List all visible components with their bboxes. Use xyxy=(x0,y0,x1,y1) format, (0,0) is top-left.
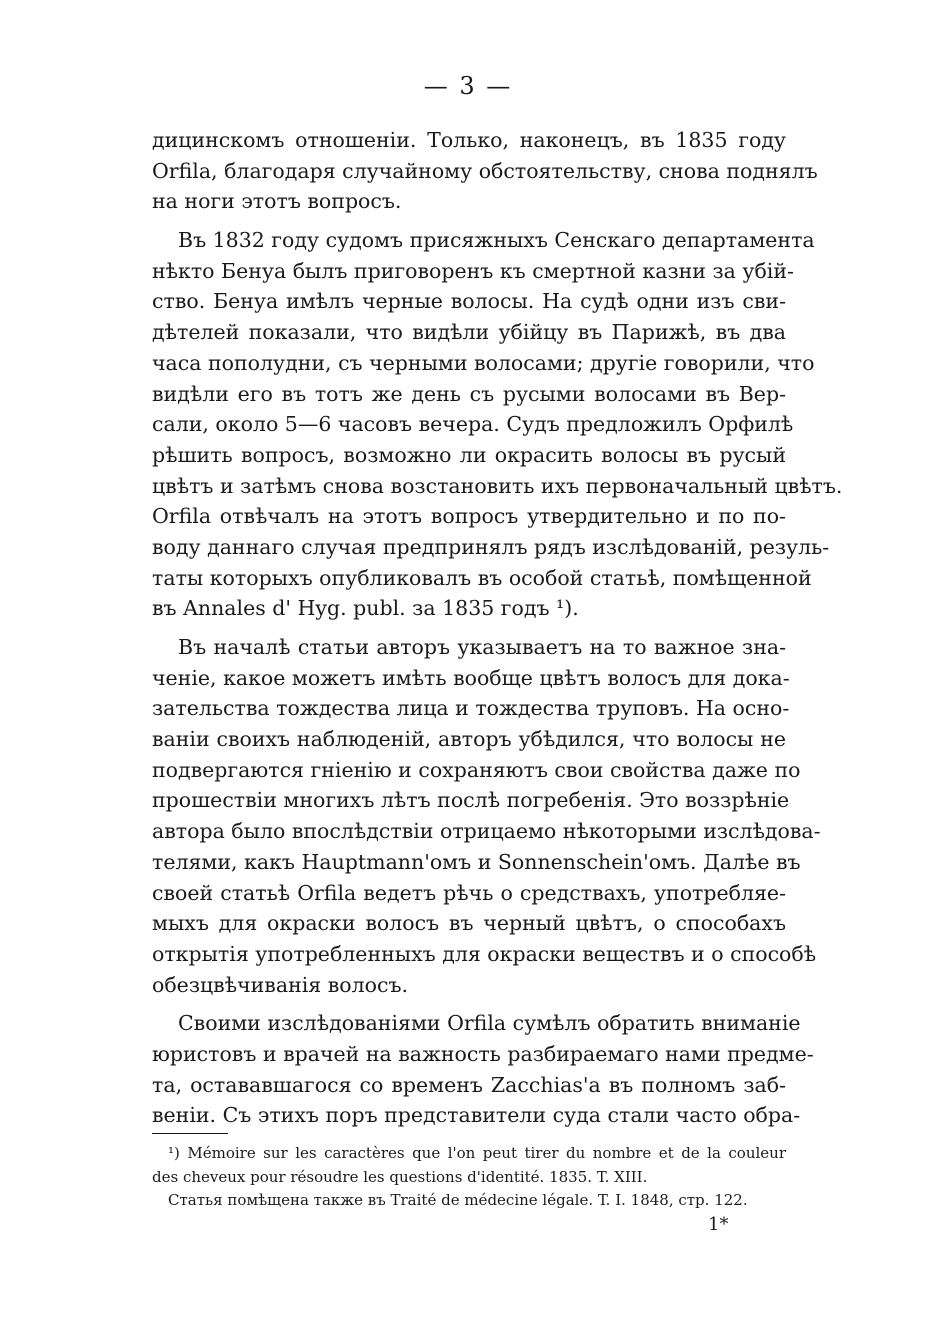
paragraph-2 xyxy=(152,225,843,624)
paragraph-3 xyxy=(152,632,821,1000)
text-line: телями, какъ Hauptmann'омъ и Sonnenschein'омъ. Далѣе въ xyxy=(152,849,801,874)
text-line: Своими изслѣдованіями Orfila сумѣлъ обратить вниманіе xyxy=(178,1011,801,1036)
text-line: автора было впослѣдствіи отрицаемо нѣкоторыми изслѣдова- xyxy=(152,819,821,844)
footnote-line: des cheveux pour résoudre les questions d'identité. 1835. T. XIII. xyxy=(152,1167,648,1186)
text-line: Orfila, благодаря случайному обстоятельству, снова поднялъ xyxy=(152,158,818,183)
text-line: нѣкто Бенуа былъ приговоренъ къ смертной казни за убій- xyxy=(152,258,794,283)
text-line: прошествіи многихъ лѣтъ послѣ погребенія. Это воззрѣніе xyxy=(152,788,790,813)
text-line: на ноги этотъ вопросъ. xyxy=(152,189,402,214)
text-line: ваніи своихъ наблюденій, авторъ убѣдился, что волосы не xyxy=(152,727,786,752)
text-line: дицинскомъ отношеніи. Только, наконецъ, въ 1835 году xyxy=(152,128,786,152)
page-number: — 3 — xyxy=(423,72,513,100)
paragraph-1 xyxy=(152,125,818,217)
text-line: своей статьѣ Orfila ведетъ рѣчь о средствахъ, употребляе- xyxy=(152,880,786,905)
text-line: юристовъ и врачей на важность разбираемаго нами предме- xyxy=(152,1041,814,1066)
text-line: воду даннаго случая предпринялъ рядъ изслѣдованій, резуль- xyxy=(152,534,830,559)
text-line: открытія употребленныхъ для окраски веществъ и о способѣ xyxy=(152,941,817,966)
text-line: цвѣтъ и затѣмъ снова возстановить ихъ первоначальный цвѣтъ. xyxy=(152,473,843,498)
text-line: дѣтелей показали, что видѣли убійцу въ Парижѣ, въ два xyxy=(152,320,786,345)
text-line: ченіе, какое можетъ имѣть вообще цвѣтъ волосъ для дока- xyxy=(152,665,790,690)
footnote-rule xyxy=(152,1133,228,1134)
footnote-line: Статья помѣщена также въ Traité de médecine légale. T. I. 1848, стр. 122. xyxy=(168,1191,748,1209)
text-line: ство. Бенуа имѣлъ черные волосы. На судѣ одни изъ сви- xyxy=(152,289,786,314)
text-line: Въ 1832 году судомъ присяжныхъ Сенскаго департамента xyxy=(178,228,815,253)
text-line: Orfila отвѣчалъ на этотъ вопросъ утвердительно и по по- xyxy=(152,504,786,529)
text-line: обезцвѣчиванія волосъ. xyxy=(152,972,409,997)
signature-mark: 1* xyxy=(708,1214,729,1235)
text-line: таты которыхъ опубликовалъ въ особой статьѣ, помѣщенной xyxy=(152,565,812,590)
body-text xyxy=(152,125,843,1131)
text-line: сали, около 5—6 часовъ вечера. Судъ предложилъ Орфилѣ xyxy=(152,412,794,437)
text-line: подвергаются гніенію и сохраняютъ свои свойства даже по xyxy=(152,757,801,782)
text-line: та, остававшагося со временъ Zacchias'а въ полномъ заб- xyxy=(152,1072,786,1097)
footnotes xyxy=(152,1142,786,1213)
text-line: Въ началѣ статьи авторъ указываетъ на то важное зна- xyxy=(178,635,786,659)
paragraph-4 xyxy=(152,1008,814,1131)
text-line: часа пополудни, съ черными волосами; другіе говорили, что xyxy=(152,350,815,375)
text-line: веніи. Съ этихъ поръ представители суда стали часто обра- xyxy=(152,1103,801,1128)
text-line: рѣшить вопросъ, возможно ли окрасить волосы въ русый xyxy=(152,442,786,467)
text-line: зательства тождества лица и тождества труповъ. На осно- xyxy=(152,696,790,721)
footnote-line: ¹) Mémoire sur les caractères que l'on peut tirer du nombre et de la couleur xyxy=(168,1144,786,1162)
text-line: въ Annales d' Hyg. publ. за 1835 годъ ¹). xyxy=(152,596,579,621)
text-line: мыхъ для окраски волосъ въ черный цвѣтъ, о способахъ xyxy=(152,911,786,936)
text-line: видѣли его въ тотъ же день съ русыми волосами въ Вер- xyxy=(152,381,786,406)
